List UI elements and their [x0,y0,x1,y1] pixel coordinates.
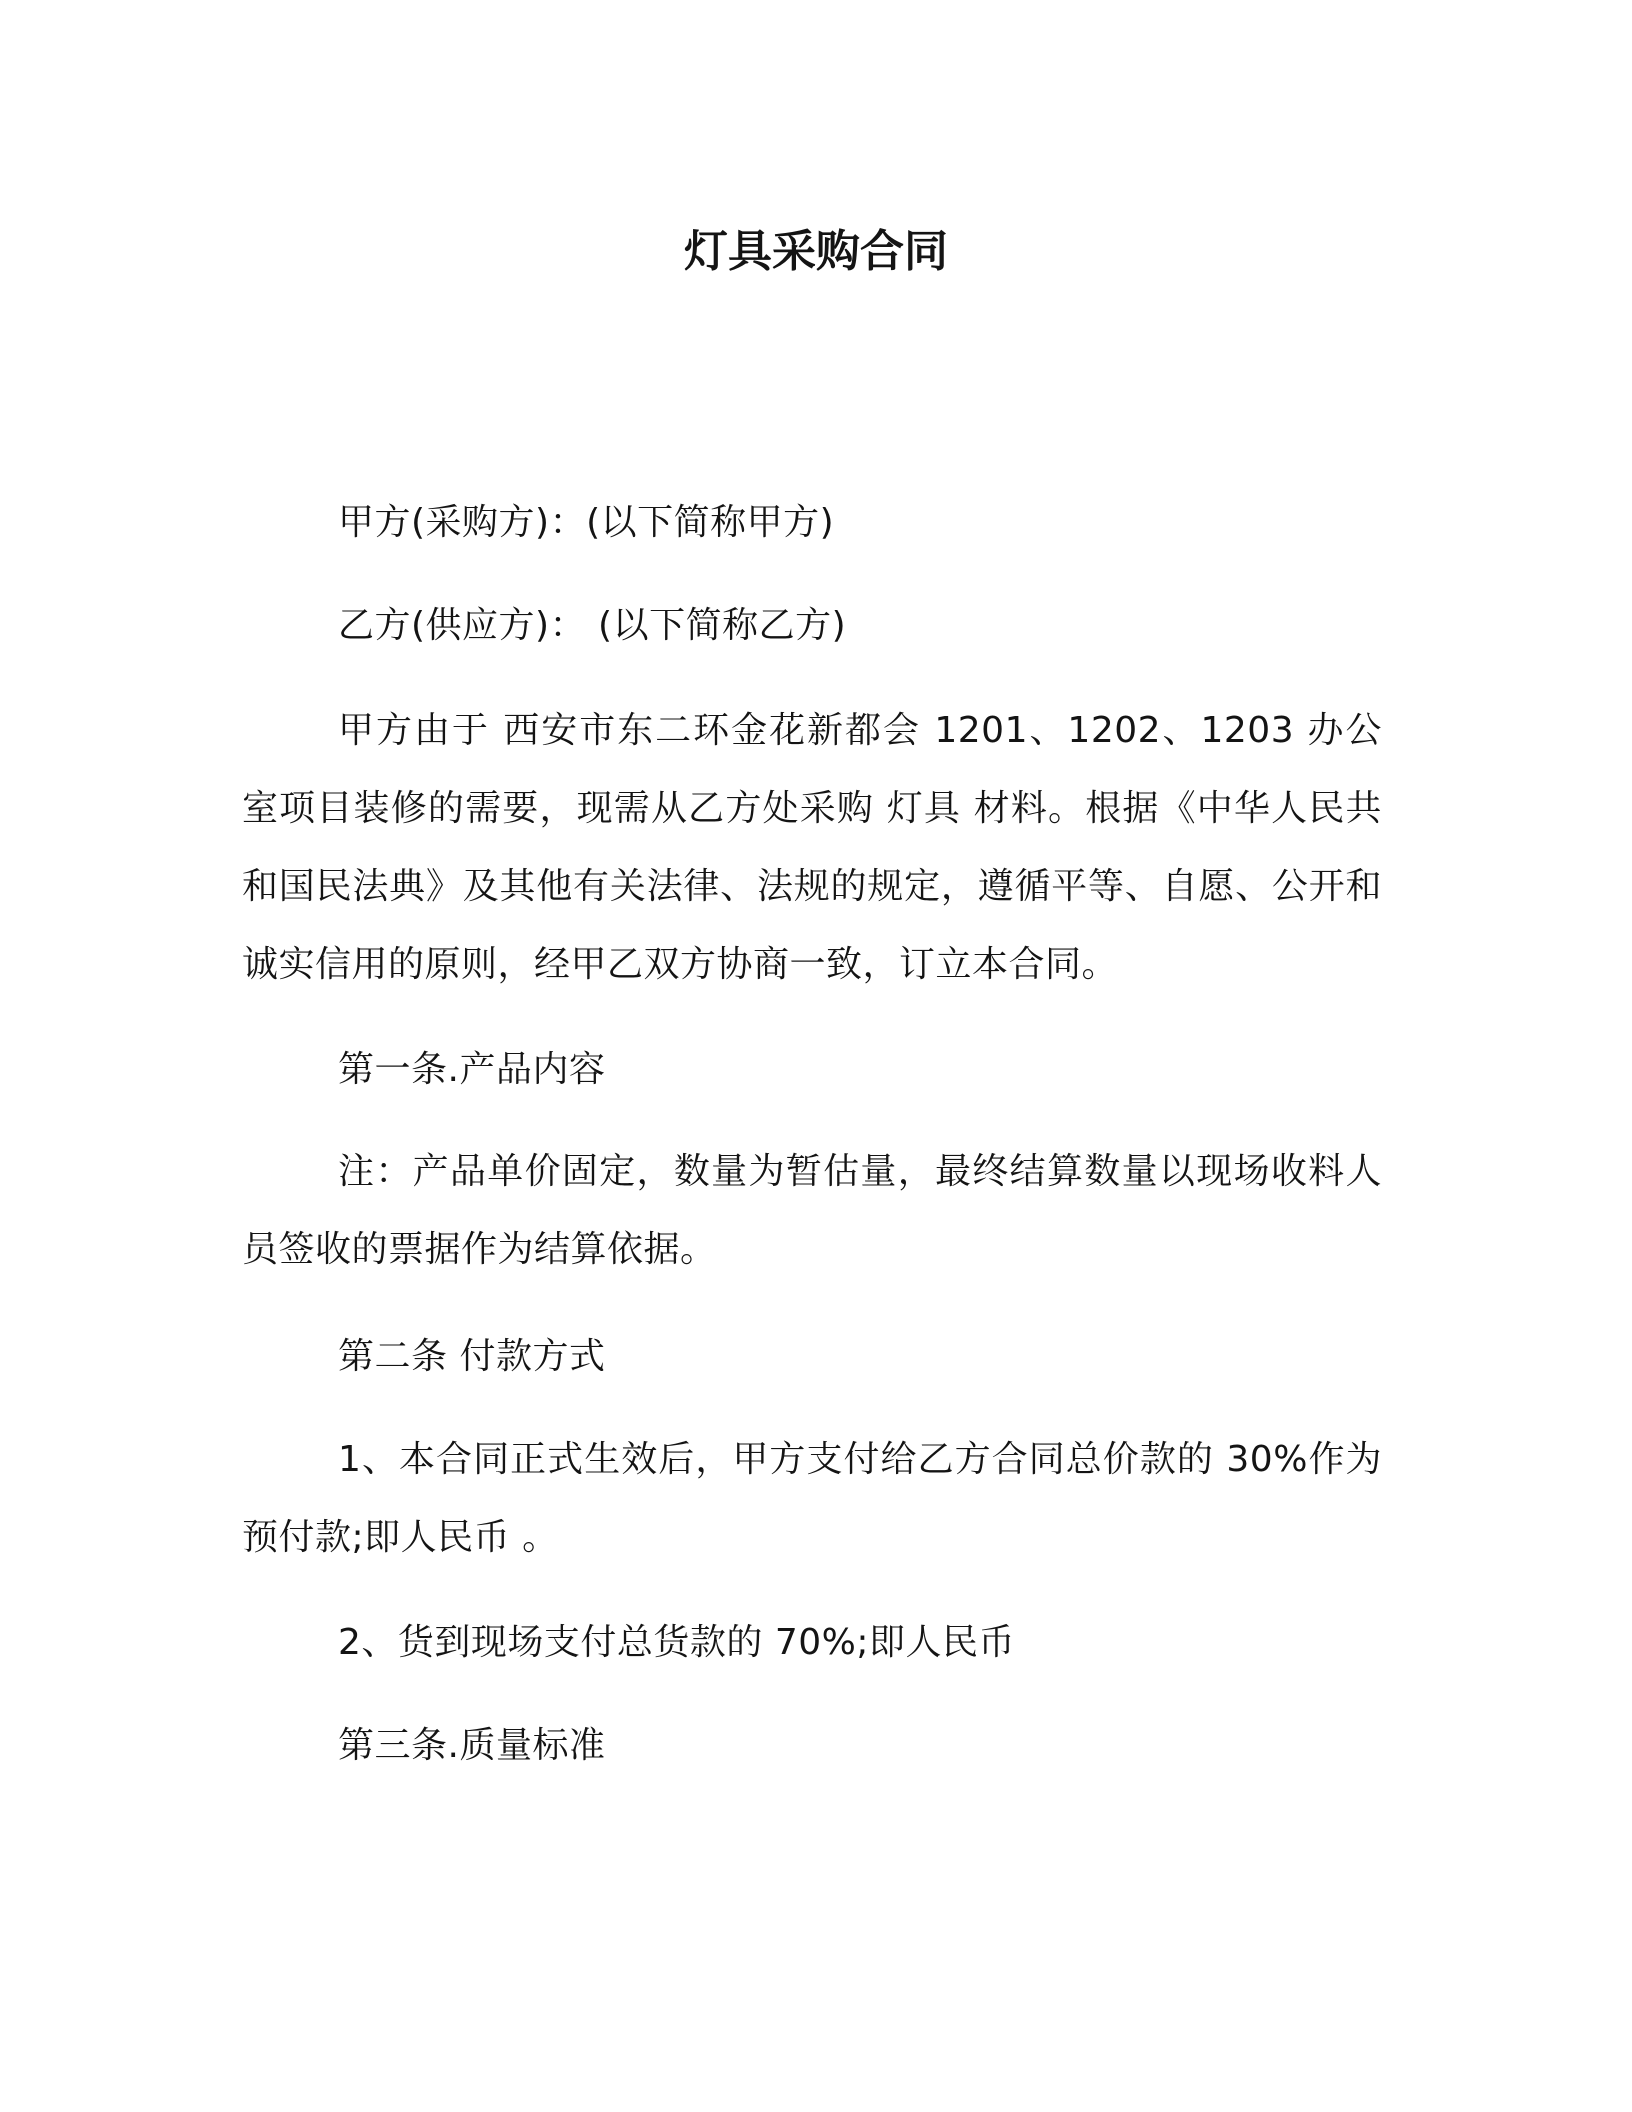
payment-item-2: 2、货到现场支付总货款的 70%;即人民币 [338,1622,1015,1663]
article-3-heading: 第三条.质量标准 [338,1725,606,1766]
article-2-heading: 第二条 付款方式 [338,1336,606,1377]
article-1-note: 注：产品单价固定，数量为暂估量，最终结算数量以现场收料人员签收的票据作为结算依据。 [242,1151,1382,1270]
party-a-line: 甲方(采购方)：(以下简称甲方) [338,502,835,543]
intro-paragraph: 甲方由于 西安市东二环金花新都会 1201、1202、1203 办公室项目装修的需要，现需从乙方处采购 灯具 材料。根据《中华人民共和国民法典》及其他有关法律、法规的规定，遵循平等、自愿、公开和诚实信用的原则，经甲乙双方协商一致，订立本合同。 [242,710,1382,985]
article-1-heading: 第一条.产品内容 [338,1049,606,1090]
payment-item-1: 1、本合同正式生效后，甲方支付给乙方合同总价款的 30%作为预付款;即人民币 。 [242,1439,1382,1558]
document-title: 灯具采购合同 [684,226,948,277]
party-b-line: 乙方(供应方)： (以下简称乙方) [338,605,847,646]
